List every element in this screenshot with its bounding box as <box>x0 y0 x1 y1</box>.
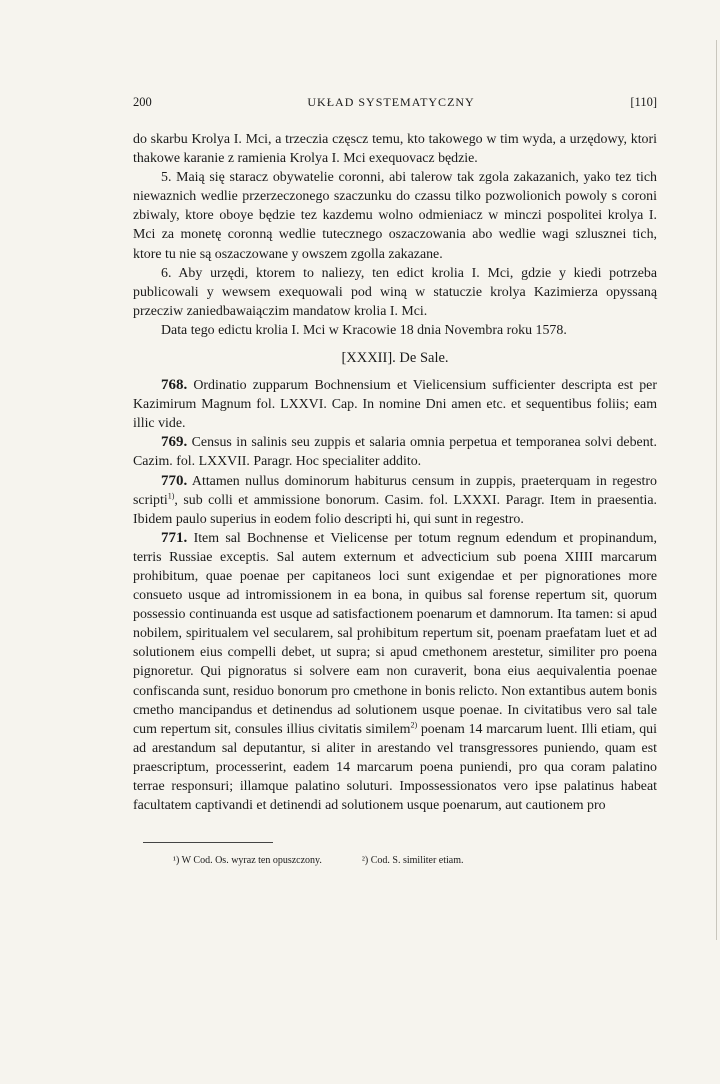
running-title: UKŁAD SYSTEMATYCZNY <box>307 95 475 109</box>
footnote-divider <box>143 842 273 843</box>
article-text: Ordinatio zupparum Bochnensium et Vielicensium sufficienter descripta est per Kazimirum Magnum fol. LXXVI. Cap. In nomine Dni amen etc. et sequentibus foliis; eam illic vide. <box>133 378 657 432</box>
reference-number: [110] <box>630 95 657 109</box>
page-edge-line <box>716 40 717 940</box>
paragraph: Data tego edictu krolia I. Mci w Kracowie 18 dnia Novembra roku 1578. <box>161 322 567 338</box>
footnotes <box>173 855 657 866</box>
article-text: Attamen nullus dominorum habiturus censum in zuppis, praeterquam in regestro scripti <box>133 473 657 508</box>
footnote-text: Cod. S. similiter etiam. <box>370 855 464 867</box>
paragraph: 5. Maią się staracz obywatelie coronni, abi talerow tak zgola zakazanich, yako tez tich niewaznich wedlie przerzeczonego szaczunku do czassu tilko pozwolionich powoly s coroni zbiwaly, ktore oboye będzie tez kazdemu wolno odmieniacz w minczi pospolitei krolya I. Mci za monetę coronną wedlie tutecznego oszaczowania abo wedlie wagi szlusznei tich, ktore tu nie są oszaczowane y owszem zgolla zakazane. <box>133 170 657 262</box>
article-text: Item sal Bochnense et Vielicense per totum regnum edendum et propinandum, terris Russiae exceptis. Sal autem externum et advecticium sub poena XIIII marcarum prohibitum, quae poenae per capitaneos loci sunt exigendae et per pignorationes more consueto usque ad intromissionem in ea bona, in quibus sal forense repertum sit, quorum possessio continuanda est usque ad satisfactionem poenarum et damnorum. Ita tamen: si apud nobilem, spiritualem vel secularem, sal prohibitum repertum sit, poenam praefatam luet et ad solutionem eius compelli debet, ut supra; si apud cmethonem arestetur, similiter pro poena pignoretur. Qui pignoratus si solvere eam non curaverit, bona eius aequivalentia poenae confiscanda sunt, residuo bonorum pro cmethone in bonis relicto. Non extantibus autem bonis cmetho mancipandus et detinendus ad solutionem usque poenae. In civitatibus vero sal tale cum repertum sit, consules illius civitatis similem <box>133 530 658 737</box>
article-number: 768. <box>161 377 188 394</box>
footnote-ref: 1) <box>167 490 175 500</box>
section-title: [XXXII]. De Sale. <box>341 350 449 367</box>
article-number: 769. <box>161 434 188 451</box>
article-769 <box>133 433 657 471</box>
article-text: Census in salinis seu zuppis et salaria omnia perpetua et temporanea solvi debent. Cazim. fol. LXXVII. Paragr. Hoc specialiter addito. <box>133 435 657 470</box>
article-number: 770. <box>161 472 188 489</box>
article-number: 771. <box>161 529 188 546</box>
article-768 <box>133 376 657 433</box>
page-number: 200 <box>133 95 152 109</box>
paragraph: 6. Aby urzędi, ktorem to naliezy, ten edict krolia I. Mci, gdzie y kiedi potrzeba publicowali y wewsem exequowali pod winą w statuczie krolya Kazimierza opyssaną przeczіw zaniedbawaiączim mandatow krolia I. Mci. <box>133 265 657 319</box>
footnote <box>173 855 322 866</box>
footnote-mark: ¹) <box>173 855 180 867</box>
footnote-ref: 2) <box>410 720 418 730</box>
article-text: , sub colli et ammissione bonorum. Casim. fol. LXXXI. Paragr. Item in praesentia. Ibidem paulo superius in eodem folio descripti hi, qui sunt in regestro. <box>133 492 657 527</box>
footnote-text: W Cod. Os. wyraz ten opuszczony. <box>181 855 322 867</box>
article-771 <box>133 529 657 815</box>
document-page <box>133 95 657 866</box>
article-770 <box>133 472 657 529</box>
body-text <box>133 130 657 815</box>
paragraph: do skarbu Krolya I. Mci, a trzeczia częscz temu, kto takowego w tim wyda, a urzędowy, ktori thakowe karanie z ramienia Krolya I. Mci exequovacz będzie. <box>133 132 657 167</box>
article-text: poenam 14 marcarum luent. Illi etiam, qui ad arestandum sal deputantur, si aliter in arestando vel transgressores puniendo, quam est praescriptum, processerint, eadem 14 marcarum poena puniendi, pro qua coram palatino terrae responsuri; illamque palatino soluturi. Impossessionatos vero ipse palatinus habeat facultatem captivandi et detinendi ad solutionem usque poenarum, aut cautionem pro <box>133 721 657 814</box>
running-header <box>133 95 657 110</box>
footnote <box>362 855 464 866</box>
footnote-mark: ²) <box>361 855 369 867</box>
